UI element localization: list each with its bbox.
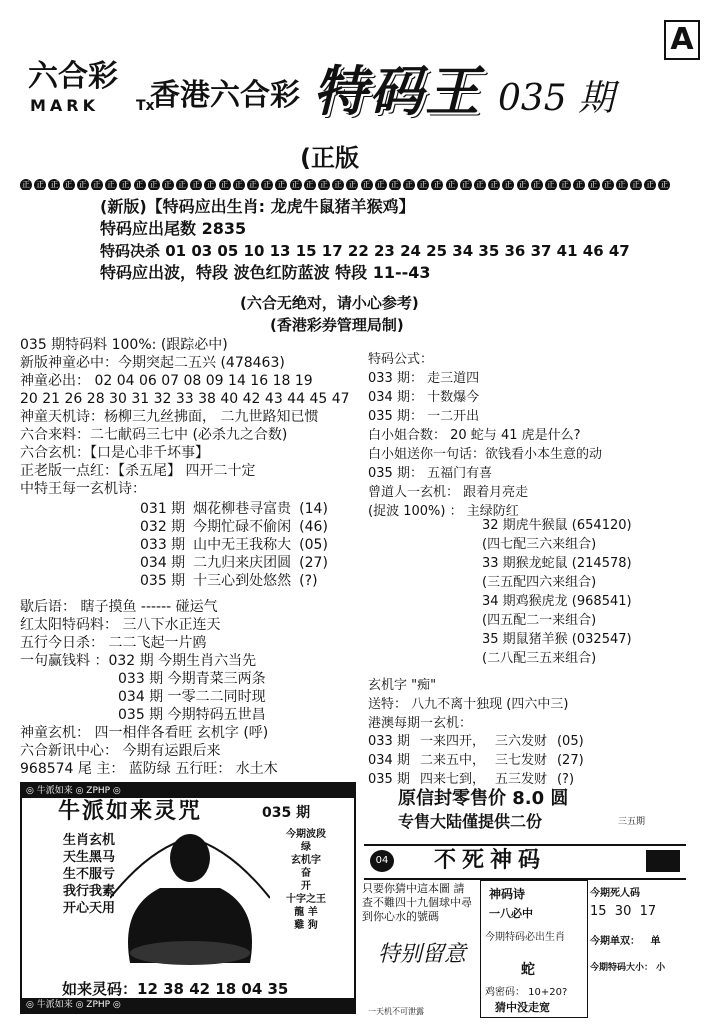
zheng-dot: 正 xyxy=(263,179,272,189)
combo-line: 34 期鸡猴虎龙 (968541) xyxy=(482,594,632,609)
zheng-dot: 正 xyxy=(376,179,385,189)
right-line: 特码公式： xyxy=(368,352,434,367)
left-line: 六合来料：二七献码三七中 (必杀九之合数) xyxy=(20,427,288,443)
left2-line: 六合新讯中心： 今期有运跟后来 xyxy=(20,743,221,759)
right-line: 白小姐送你一句话：欲钱看小本生意的动 xyxy=(368,447,603,462)
zheng-dot: 正 xyxy=(50,179,59,189)
poem-row xyxy=(140,536,360,554)
zheng-dot: 正 xyxy=(36,179,45,189)
left2-line: 神童玄机： 四一相伴各看旺 玄机字 (呼) xyxy=(20,725,269,741)
ad-left-title-right: 035 期 xyxy=(262,805,311,821)
hk-code: (05) xyxy=(556,734,584,749)
poem-zodiac: 蛇 xyxy=(521,962,535,978)
right-line: (捉波 100%) ： 主绿防红 xyxy=(368,504,519,519)
zheng-dot: 正 xyxy=(178,179,187,189)
left2-line: 968574 尾 主： 蓝防绿 五行旺： 水土木 xyxy=(20,761,278,777)
ad-left-text: 生肖玄机 天生黑马 生不服亏 我行我素 开心天用 xyxy=(62,833,115,916)
left-line: 20 21 26 28 30 31 32 33 38 40 42 43 44 45 47 xyxy=(20,391,350,407)
right-line: 034 期： 十数爆今 xyxy=(368,390,480,405)
zheng-dot: 正 xyxy=(362,179,371,189)
zheng-dot: 正 xyxy=(64,179,73,189)
right2-line: 玄机字 "痴" xyxy=(368,678,437,693)
left2-line: 035 期 今期特码五世昌 xyxy=(118,707,266,723)
hk-result: 三七发财 xyxy=(494,753,547,768)
poem-code: (46) xyxy=(299,519,328,535)
dot-strip xyxy=(20,174,690,190)
top-line: 特码决杀 01 03 05 10 13 15 17 22 23 24 25 34 35 36 37 41 46 47 xyxy=(100,242,630,260)
poem-period: 035 期 xyxy=(140,573,186,589)
zheng-dot: 正 xyxy=(249,179,257,189)
notice-2: (香港彩券管理局制) xyxy=(270,316,404,334)
poem-period: 033 期 xyxy=(140,537,186,553)
poem-code: (27) xyxy=(299,555,328,571)
left-line: 神童必出： 02 04 06 07 08 09 14 16 18 19 xyxy=(20,373,313,389)
top-line: (新版)【特码应出生肖: 龙虎牛鼠猪羊猴鸡】 xyxy=(100,197,415,216)
title-badge: 04 xyxy=(370,850,394,872)
zheng-dot: 正 xyxy=(447,179,456,189)
poem-text: 今期忙碌不偷闲 xyxy=(193,519,292,535)
title-badge-right xyxy=(646,850,680,872)
size-label: 今期特码大小： 小 xyxy=(590,963,666,973)
poem-text: 烟花柳巷寻富贵 xyxy=(193,501,292,517)
price-line: 原信封零售价 8.0 圆 xyxy=(398,788,569,809)
top-line: 特码应出尾数 2835 xyxy=(100,219,247,238)
logo-en: MARK xyxy=(30,96,100,115)
hk-row xyxy=(368,732,693,751)
zheng-dot: 正 xyxy=(461,179,470,189)
hk-result: 三六发财 xyxy=(494,734,547,749)
zheng-dot: 正 xyxy=(433,179,442,189)
hk-code: (?) xyxy=(556,772,575,787)
zheng-dot: 正 xyxy=(419,179,428,189)
zheng-dot: 正 xyxy=(22,179,30,189)
poem-title: 神码诗 xyxy=(489,887,526,901)
hk-period: 034 期 xyxy=(368,753,410,768)
dead-title: 今期死人码 xyxy=(590,888,640,899)
zheng-dot: 正 xyxy=(532,179,541,189)
poem-row xyxy=(140,500,360,518)
poem-text: 山中无王我称大 xyxy=(193,537,292,553)
title-prefix: 香港六合彩 xyxy=(150,78,300,113)
zheng-dot: 正 xyxy=(504,179,513,189)
left-line: 中特王每一玄机诗： xyxy=(20,481,146,497)
code-label: 鸡密码： 10+20? xyxy=(485,987,568,998)
price-note: 三五期 xyxy=(618,817,646,827)
ad-panel-right xyxy=(358,784,693,1020)
footer-1: 一天机不可泄露 xyxy=(368,1007,424,1016)
zheng-dot: 正 xyxy=(390,179,399,189)
dead-box xyxy=(588,880,692,1016)
hk-rows xyxy=(368,732,693,789)
combo-line: 32 期虎牛猴鼠 (654120) xyxy=(482,518,632,533)
zheng-dot: 正 xyxy=(575,179,584,189)
hk-result: 五三发财 xyxy=(494,772,547,787)
title-band xyxy=(364,844,686,880)
poem-text: 十三心到处悠然 xyxy=(193,573,292,589)
logo-sub: Tx xyxy=(136,98,155,114)
poem-text: 二九归来庆团圆 xyxy=(193,555,292,571)
combo-line: (二八配三五来组合) xyxy=(482,651,597,666)
right2-line: 送特： 八九不离十独现 (四六中三) xyxy=(368,697,569,712)
zheng-dot: 正 xyxy=(348,179,357,189)
hk-text: 四来七到， xyxy=(419,772,485,787)
left2-line: 歇后语： 瞎子摸鱼 ------ 碰运气 xyxy=(20,599,218,615)
poem-rows xyxy=(140,500,360,590)
poem-code: (14) xyxy=(299,501,328,517)
right-line: 035 期： 五福门有喜 xyxy=(368,466,493,481)
zheng-dot: 正 xyxy=(546,179,555,189)
zheng-dot: 正 xyxy=(589,179,598,189)
zheng-dot: 正 xyxy=(135,179,144,189)
hk-code: (27) xyxy=(556,753,584,768)
zheng-dot: 正 xyxy=(277,179,286,189)
poem-box xyxy=(480,880,588,1018)
poem-line: 一八必中 xyxy=(489,907,533,920)
zheng-dot: 正 xyxy=(646,179,655,189)
combo-line: 35 期鼠猪羊猴 (032547) xyxy=(482,632,632,647)
ad-right-title: 不死神码 xyxy=(434,848,547,873)
poem-row xyxy=(140,554,360,572)
footer-2: 猜中没走宽 xyxy=(495,1001,550,1014)
combo-line: (四七配三六来组合) xyxy=(482,537,597,552)
left-line: 正老版一点红：【杀五尾】 四开二十定 xyxy=(20,463,256,479)
zheng-dot: 正 xyxy=(405,179,414,189)
issue-number: 035 期 xyxy=(498,78,615,119)
zheng-dot: 正 xyxy=(92,179,101,189)
poem-line-2: 今期特码必出生肖 xyxy=(485,932,565,943)
logo-cn: 六合彩 xyxy=(28,59,118,94)
notice-text: 只要你猜中這本圖 請查不難四十九個球中尋到你心水的號碼 xyxy=(362,882,472,923)
odd-even: 今期单双： 单 xyxy=(590,936,661,947)
ad-panel-left xyxy=(20,782,356,1014)
hk-row xyxy=(368,751,693,770)
zheng-dot: 正 xyxy=(220,179,229,189)
ad-right-text: 今期波段 绿 玄机字 奋 开 十字之王 龍 羊 雞 狗 xyxy=(286,829,326,931)
poem-row xyxy=(140,518,360,536)
ad-left-title: 牛派如来灵咒 xyxy=(58,799,203,824)
combo-line: (四五配二一来组合) xyxy=(482,613,597,628)
zheng-dot: 正 xyxy=(192,179,201,189)
left-line: 神童天机诗：杨柳三九丝拂面， 二九世路知已惯 xyxy=(20,409,319,425)
ad-strip-top: ◎ 牛派如来 ◎ ZPHP ◎ xyxy=(22,784,356,798)
right2-line: 港澳每期一玄机： xyxy=(368,716,473,731)
right-line: 035 期： 一二开出 xyxy=(368,409,480,424)
left-line: 新版神童必中：今期突起二五兴 (478463) xyxy=(20,355,285,371)
zheng-dot: 正 xyxy=(305,179,314,189)
zheng-dot: 正 xyxy=(121,179,130,189)
zheng-dot: 正 xyxy=(518,179,527,189)
poem-code: (?) xyxy=(299,573,318,589)
zheng-dot: 正 xyxy=(617,179,626,189)
left-line: 六合玄机：【口是心非千坏事】 xyxy=(20,445,209,461)
top-block xyxy=(100,196,690,284)
notice-big: 特别留意 xyxy=(378,942,467,967)
left-line: 035 期特码料 100%: (跟踪必中) xyxy=(20,337,228,353)
buddha-figure xyxy=(110,828,270,968)
price-sub: 专售大陆僅提供二份 xyxy=(398,812,543,831)
edition-label: (正版 xyxy=(300,144,359,172)
combo-rows xyxy=(482,516,692,668)
combo-line: 33 期猴龙蛇鼠 (214578) xyxy=(482,556,632,571)
right-block xyxy=(368,350,693,521)
left2-line: 五行今日杀： 二二飞起一片鸥 xyxy=(20,635,207,651)
zheng-dot: 正 xyxy=(149,179,158,189)
hk-period: 033 期 xyxy=(368,734,410,749)
hk-text: 一来四开， xyxy=(419,734,485,749)
zheng-dot: 正 xyxy=(476,179,484,189)
left-block xyxy=(20,336,360,498)
zheng-dot: 正 xyxy=(291,179,300,189)
zheng-dot: 正 xyxy=(234,179,243,189)
ad-left-bottom: 如来灵码：12 38 42 18 04 35 xyxy=(62,980,289,998)
zheng-dot: 正 xyxy=(632,179,641,189)
zheng-dot: 正 xyxy=(319,179,328,189)
poem-period: 032 期 xyxy=(140,519,186,535)
right-line: 白小姐合数： 20 蛇与 41 虎是什么? xyxy=(368,428,581,443)
zheng-dot: 正 xyxy=(107,179,116,189)
combo-line: (三五配四六来组合) xyxy=(482,575,597,590)
top-line: 特码应出波，特段 波色红防蓝波 特段 11--43 xyxy=(100,263,431,282)
poem-code: (05) xyxy=(299,537,328,553)
corner-letter: A xyxy=(664,20,700,60)
ad-strip-bottom: ◎ 牛派如来 ◎ ZPHP ◎ xyxy=(22,998,356,1012)
hk-period: 035 期 xyxy=(368,772,410,787)
zheng-dot: 正 xyxy=(561,179,570,189)
zheng-dot: 正 xyxy=(163,179,172,189)
zheng-dot: 正 xyxy=(603,179,612,189)
right-block-2 xyxy=(368,676,693,733)
right-line: 033 期： 走三道四 xyxy=(368,371,480,386)
header xyxy=(28,48,668,148)
notice-1: (六合无绝对，请小心参考) xyxy=(240,294,419,312)
zheng-dot: 正 xyxy=(490,179,499,189)
zheng-dot: 正 xyxy=(660,179,669,189)
poem-period: 031 期 xyxy=(140,501,186,517)
left-block-2 xyxy=(20,598,365,778)
poem-row xyxy=(140,572,360,590)
right-line: 曾道人一玄机： 跟着月亮走 xyxy=(368,485,529,500)
dead-nums: 15 30 17 xyxy=(590,904,657,919)
zheng-dot: 正 xyxy=(334,179,343,189)
left2-line: 红太阳特码料： 三八下水正连天 xyxy=(20,617,221,633)
left2-line: 一句赢钱料 ：032 期 今期生肖六当先 xyxy=(20,653,257,669)
zheng-dot: 正 xyxy=(78,179,87,189)
title-big: 特码王 xyxy=(313,60,481,123)
zheng-dot: 正 xyxy=(206,179,215,189)
left2-line: 034 期 一零二二同时现 xyxy=(118,689,266,705)
poem-period: 034 期 xyxy=(140,555,186,571)
hk-text: 二来五中， xyxy=(419,753,485,768)
left2-line: 033 期 今期青菜三两条 xyxy=(118,671,266,687)
